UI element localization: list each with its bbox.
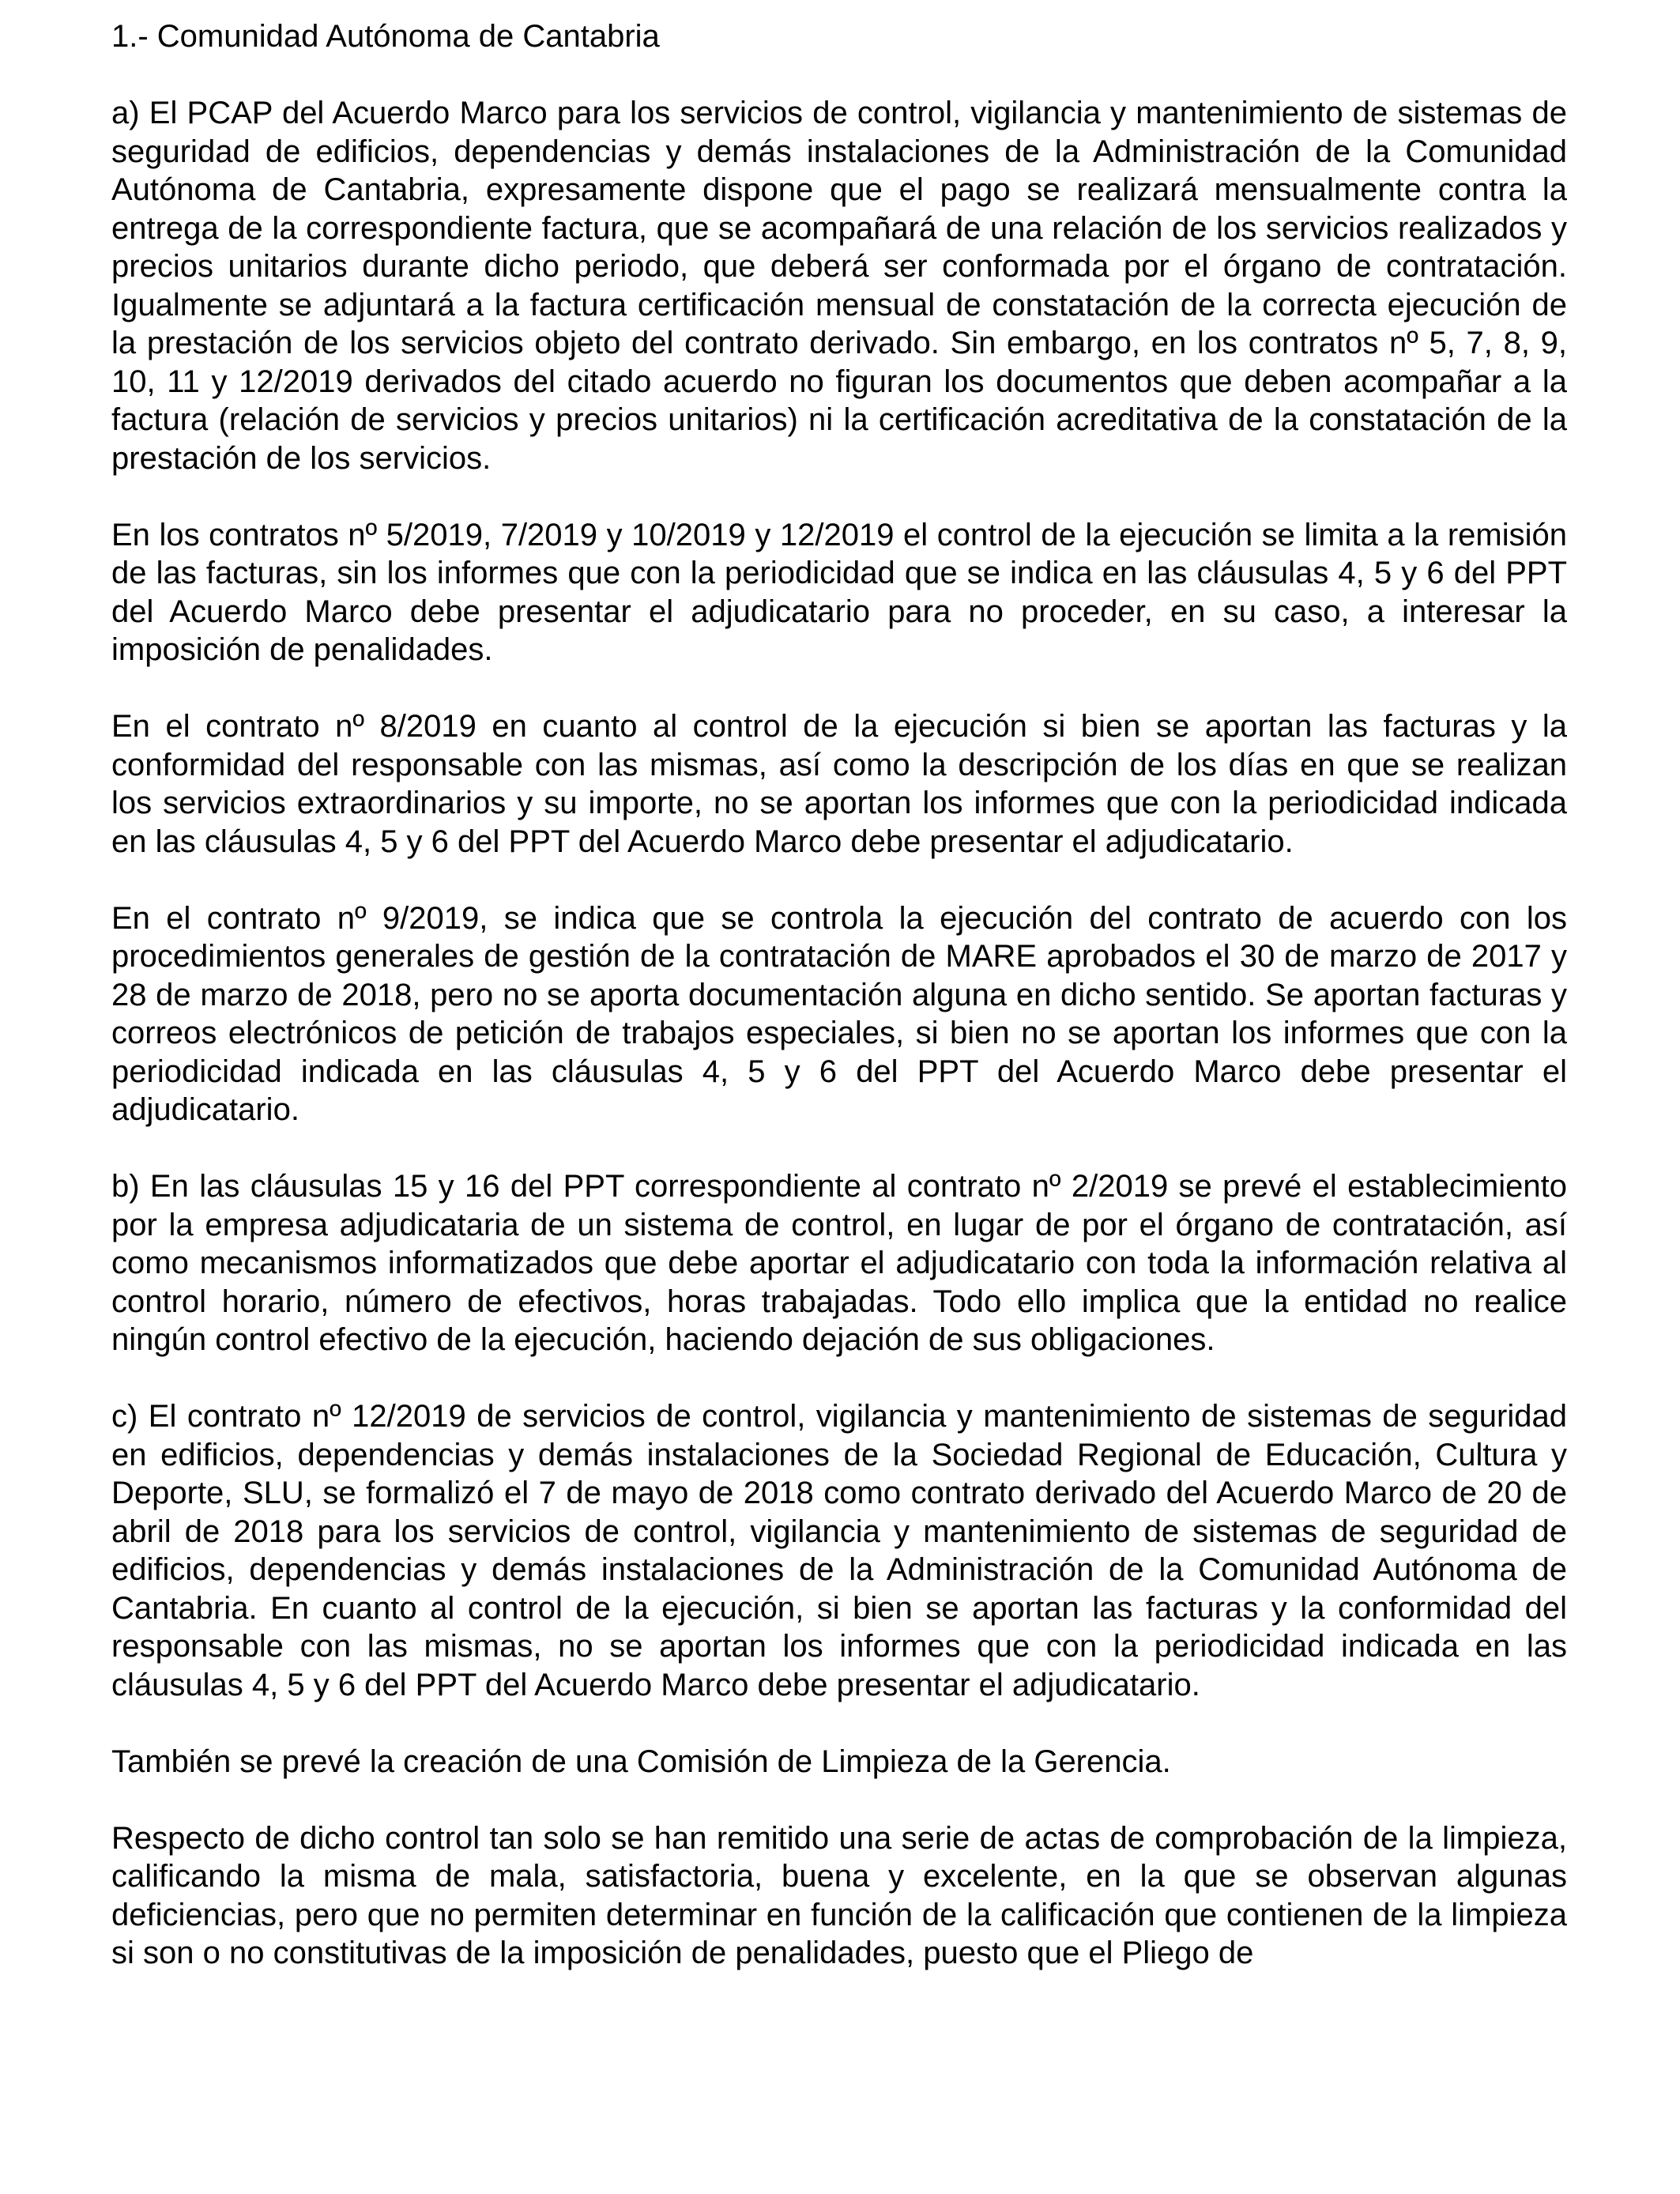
paragraph-c-contract-12: c) El contrato nº 12/2019 de servicios de control, vigilancia y mantenimiento de sistemas de seguridad en edificios, dependencias y demás instalaciones de la Sociedad Regional de Educación, Cultura y Deporte, SLU, se formalizó el 7 de mayo de 2018 como contrato derivado del Acuerdo Marco de 20 de abril de 2018 para los servicios de control, vigilancia y mantenimiento de sistemas de seguridad de edificios, dependencias y demás instalaciones de la Administración de la Comunidad Autónoma de Cantabria. En cuanto al control de la ejecución, si bien se aportan las facturas y la conformidad del responsable con las mismas, no se aportan los informes que con la periodicidad indicada en las cláusulas 4, 5 y 6 del PPT del Acuerdo Marco debe presentar el adjudicatario. bbox=[111, 1399, 1567, 1702]
document-page bbox=[111, 17, 1567, 1973]
paragraph-b-contract-2: b) En las cláusulas 15 y 16 del PPT correspondiente al contrato nº 2/2019 se prevé el establecimiento por la empresa adjudicataria de un sistema de control, en lugar de por el órgano de contratación, así como mecanismos informatizados que debe aportar el adjudicatario con toda la información relativa al control horario, número de efectivos, horas trabajadas. Todo ello implica que la entidad no realice ningún control efectivo de la ejecución, haciendo dejación de sus obligaciones. bbox=[111, 1169, 1567, 1357]
paragraph-cleaning-commission: También se prevé la creación de una Comisión de Limpieza de la Gerencia. bbox=[111, 1744, 1171, 1779]
paragraph-contract-8: En el contrato nº 8/2019 en cuanto al control de la ejecución si bien se aportan las facturas y la conformidad del responsable con las mismas, así como la descripción de los días en que se realizan los servicios extraordinarios y su importe, no se aportan los informes que con la periodicidad indicada en las cláusulas 4, 5 y 6 del PPT del Acuerdo Marco debe presentar el adjudicatario. bbox=[111, 709, 1567, 859]
paragraph-contract-9: En el contrato nº 9/2019, se indica que se controla la ejecución del contrato de acuerdo con los procedimientos generales de gestión de la contratación de MARE aprobados el 30 de marzo de 2017 y 28 de marzo de 2018, pero no se aporta documentación alguna en dicho sentido. Se aportan facturas y correos electrónicos de petición de trabajos especiales, si bien no se aportan los informes que con la periodicidad indicada en las cláusulas 4, 5 y 6 del PPT del Acuerdo Marco debe presentar el adjudicatario. bbox=[111, 900, 1567, 1127]
section-heading: 1.- Comunidad Autónoma de Cantabria bbox=[111, 19, 660, 54]
paragraph-cleaning-control: Respecto de dicho control tan solo se han remitido una serie de actas de comprobación de la limpieza, calificando la misma de mala, satisfactoria, buena y excelente, en la que se observan algunas deficiencias, pero que no permiten determinar en función de la calificación que contienen de la limpieza si son o no constitutivas de la imposición de penalidades, puesto que el Pliego de bbox=[111, 1820, 1567, 1970]
paragraph-a-payment-conditions: a) El PCAP del Acuerdo Marco para los servicios de control, vigilancia y mantenimiento de sistemas de seguridad de edificios, dependencias y demás instalaciones de la Administración de la Comunidad Autónoma de Cantabria, expresamente dispone que el pago se realizará mensualmente contra la entrega de la correspondiente factura, que se acompañará de una relación de los servicios realizados y precios unitarios durante dicho periodo, que deberá ser conformada por el órgano de contratación. Igualmente se adjuntará a la factura certificación mensual de constatación de la correcta ejecución de la prestación de los servicios objeto del contrato derivado. Sin embargo, en los contratos nº 5, 7, 8, 9, 10, 11 y 12/2019 derivados del citado acuerdo no figuran los documentos que deben acompañar a la factura (relación de servicios y precios unitarios) ni la certificación acreditativa de la constatación de la prestación de los servicios. bbox=[111, 96, 1567, 476]
paragraph-contracts-5-7-10-12: En los contratos nº 5/2019, 7/2019 y 10/2019 y 12/2019 el control de la ejecución se limita a la remisión de las facturas, sin los informes que con la periodicidad que se indica en las cláusulas 4, 5 y 6 del PPT del Acuerdo Marco debe presentar el adjudicatario para no proceder, en su caso, a interesar la imposición de penalidades. bbox=[111, 517, 1567, 667]
